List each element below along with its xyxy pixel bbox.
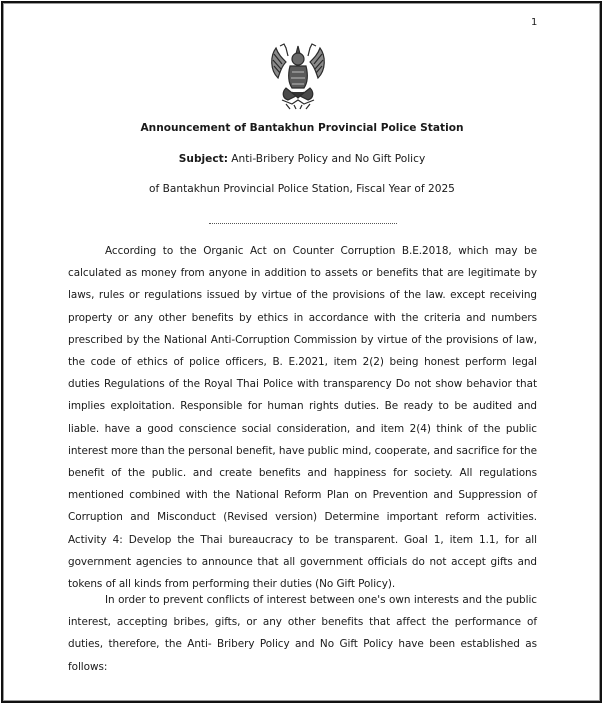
garuda-emblem-icon	[266, 42, 330, 110]
body-paragraph-1: According to the Organic Act on Counter Corruption B.E.2018, which may be calculated as money from anyone in addition to assets or benefits that are legitimate by laws, rules or regulations issued by virtue of the provisions of the law. except receiving property or any other benefits by ethics in accordance with the criteria and numbers prescribed by the National Anti-Corruption Commission by virtue of the provisions of law, the code of ethics of police officers, B. E.2021, item 2(2) being honest perform legal duties Regulations of the Royal Thai Police with transparency Do not show behavior that implies exploitation. Responsible for human rights duties. Be ready to be audited and liable. have a good conscience social consideration, and item 2(4) think of the public interest more than the personal benefit, have public mind, cooperate, and sacrifice for the benefit of the public. and create benefits and happiness for society. All regulations mentioned combined with the National Reform Plan on Prevention and Suppression of Corruption and Misconduct (Revised version) Determine important reform activities. Activity 4: Develop the Thai bureaucracy to be transparent. Goal 1, item 1.1, for all government agencies to announce that all government officials do not accept gifts and tokens of all kinds from performing their duties (No Gift Policy).	[68, 245, 537, 591]
document-subject	[0, 153, 604, 165]
subject-text: Anti-Bribery Policy and No Gift Policy	[227, 153, 426, 165]
body-paragraph-2: In order to prevent conflicts of interest between one's own interests and the public interest, accepting bribes, gifts, or any other benefits that affect the performance of duties, therefore, the Anti- Bribery Policy and No Gift Policy have been established as follows:	[68, 594, 537, 673]
page-number: 1	[531, 17, 538, 28]
dotted-separator	[209, 223, 397, 224]
document-subject-line2: of Bantakhun Provincial Police Station, Fiscal Year of 2025	[149, 183, 455, 195]
document-title: Announcement of Bantakhun Provincial Police Station	[140, 122, 464, 134]
subject-label: Subject:	[178, 153, 228, 165]
